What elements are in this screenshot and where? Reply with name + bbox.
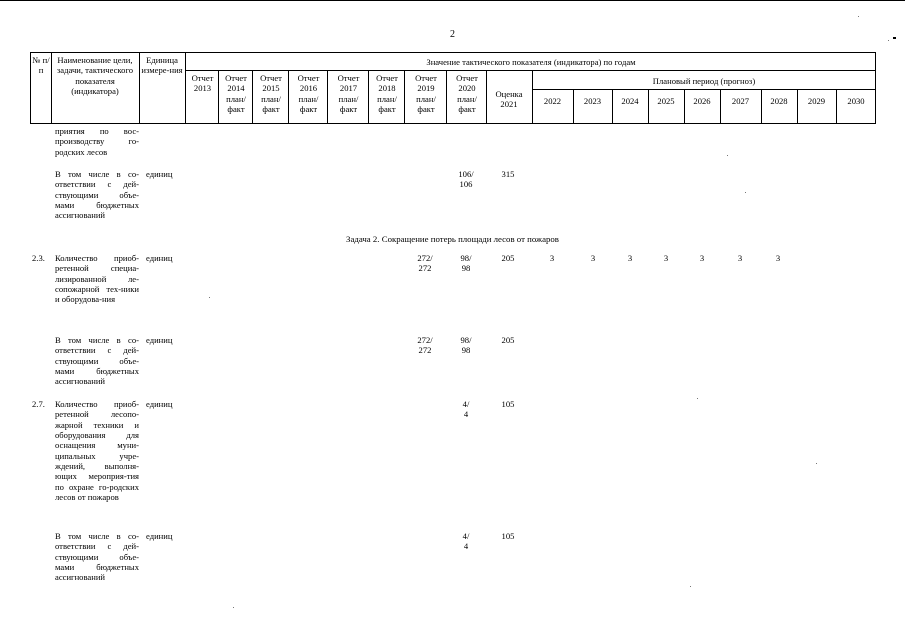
indicator-name: Количество приоб-ретенной лесопо-жарной техники и оборудования для оснащения муни-ципальных учре-ждений, выполня-ющих мероприя-тия по охране го-родских лесов от пожаров: [55, 399, 139, 502]
scan-speck: [858, 16, 859, 17]
plan-year: 2029: [807, 96, 826, 106]
plan-value: 3: [737, 253, 743, 263]
value-2020: 98/ 98: [460, 335, 472, 356]
plan-value: 3: [775, 253, 781, 263]
value-estimate: 205: [501, 253, 515, 263]
header-col-num: № п/п: [32, 55, 50, 76]
value-estimate: 205: [501, 335, 515, 345]
scan-speck: [727, 155, 728, 156]
indicator-name: В том числе в со-ответствии с дей-ствующими объе-мами бюджетных ассигнований: [55, 531, 139, 583]
header-estimate: Оценка 2021: [495, 89, 523, 110]
plan-year: 2022: [543, 96, 562, 106]
plan-value: 3: [627, 253, 633, 263]
scan-mark: [893, 37, 896, 39]
value-2020: 106/ 106: [458, 169, 474, 190]
indicator-name: В том числе в со-ответствии с дей-ствующими объе-мами бюджетных ассигнований: [55, 169, 139, 221]
plan-value: 3: [590, 253, 596, 263]
unit: единиц: [146, 399, 173, 409]
scan-speck: [816, 463, 817, 464]
indicator-name: приятия по вос-производству го-родских лесов: [55, 126, 139, 157]
scan-speck: [209, 297, 210, 298]
unit: единиц: [146, 531, 173, 541]
row-number: 2.7.: [32, 399, 45, 409]
plan-year: 2023: [583, 96, 602, 106]
value-2020: 4/ 4: [462, 399, 470, 420]
unit: единиц: [146, 253, 173, 263]
task-heading: Задача 2. Сокращение потерь площади лесов от пожаров: [346, 234, 559, 244]
value-2019: 272/ 272: [417, 253, 433, 274]
header-col-name: Наименование цели, задачи, тактического показателя (индикатора): [56, 55, 134, 96]
unit: единиц: [146, 169, 173, 179]
value-2020: 98/ 98: [460, 253, 472, 274]
header-planned-period: Плановый период (прогноз): [652, 76, 756, 86]
value-estimate: 105: [501, 531, 515, 541]
plan-year: 2026: [693, 96, 711, 106]
scan-speck: [888, 40, 889, 41]
value-estimate: 315: [501, 169, 515, 179]
value-2020: 4/ 4: [462, 531, 470, 552]
plan-year: 2028: [770, 96, 788, 106]
plan-year: 2027: [731, 96, 750, 106]
header-col-unit: Единица измере-ния: [141, 55, 183, 76]
top-border-line: [0, 0, 905, 1]
unit: единиц: [146, 335, 173, 345]
value-2019: 272/ 272: [417, 335, 433, 356]
indicator-name: В том числе в со-ответствии с дей-ствующими объе-мами бюджетных ассигнований: [55, 335, 139, 387]
row-number: 2.3.: [32, 253, 45, 263]
scan-speck: [690, 586, 691, 587]
scan-speck: [745, 192, 746, 193]
plan-value: 3: [549, 253, 555, 263]
header-col-value: Значение тактического показателя (индикатора) по годам: [426, 57, 636, 67]
value-estimate: 105: [501, 399, 515, 409]
page-number: 2: [450, 29, 455, 40]
indicator-name: Количество приоб-ретенной специа-лизированной ле-сопожарной тех-ники и оборудова-ния: [55, 253, 139, 305]
plan-value: 3: [699, 253, 705, 263]
plan-value: 3: [663, 253, 669, 263]
plan-year: 2025: [657, 96, 675, 106]
scan-speck: [233, 607, 234, 608]
plan-year: 2030: [847, 96, 865, 106]
scan-speck: [697, 398, 698, 399]
plan-year: 2024: [621, 96, 639, 106]
